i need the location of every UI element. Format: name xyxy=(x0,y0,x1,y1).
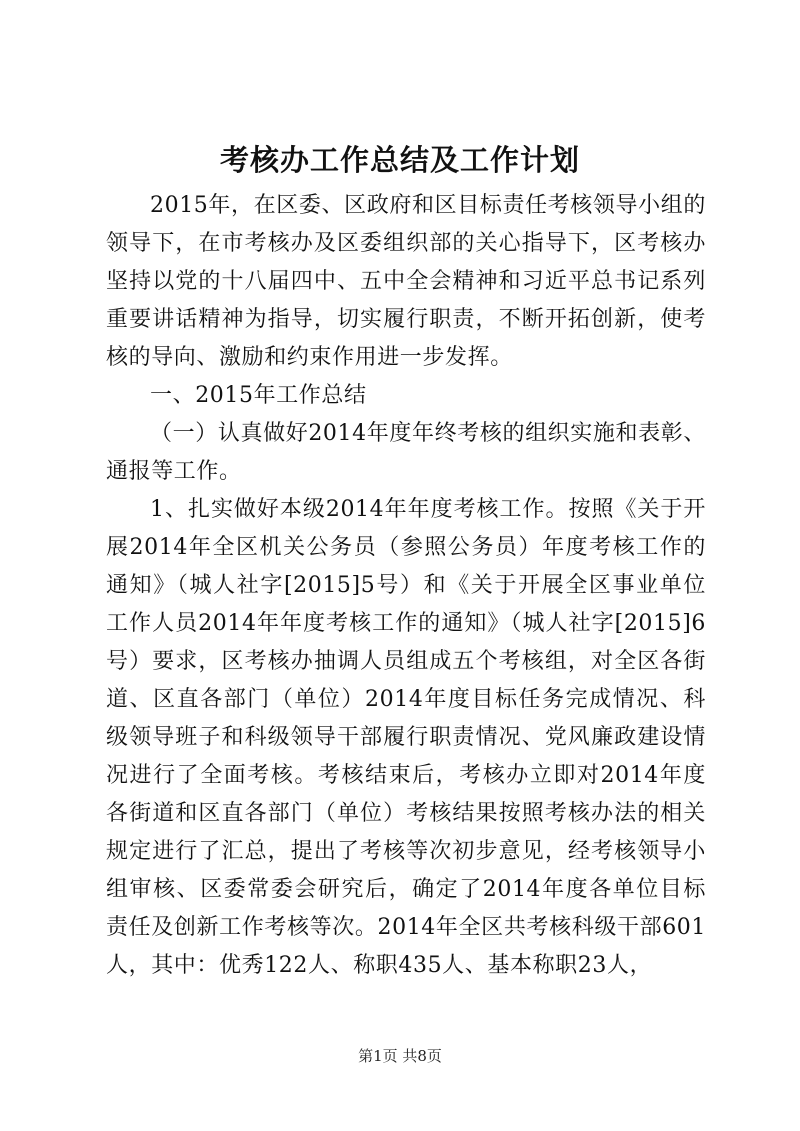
document-title: 考核办工作总结及工作计划 xyxy=(219,143,580,177)
document-body xyxy=(106,187,706,985)
section-heading: 一、2015年工作总结 xyxy=(150,383,367,408)
page-footer: 第1页 共8页 xyxy=(358,1047,442,1065)
subsection-heading: （一）认真做好2014年度年终考核的组织实施和表彰、通报等工作。 xyxy=(106,421,706,484)
intro-paragraph: 2015年，在区委、区政府和区目标责任考核领导小组的领导下，在市考核办及区委组织部的关心指导下，区考核办坚持以党的十八届四中、五中全会精神和习近平总书记系列重要讲话精神为指导，切实履行职责，不断开拓创新，使考核的导向、激励和约束作用进一步发挥。 xyxy=(106,193,706,370)
body-paragraph: 1、扎实做好本级2014年年度考核工作。按照《关于开展2014年全区机关公务员（参照公务员）年度考核工作的通知》（城人社字[2015]5号）和《关于开展全区事业单位工作人员2014年年度考核工作的通知》（城人社字[2015]6号）要求，区考核办抽调人员组成五个考核组，对全区各街道、区直各部门（单位）2014年度目标任务完成情况、科级领导班子和科级领导干部履行职责情况、党风廉政建设情况进行了全面考核。考核结束后，考核办立即对2014年度各街道和区直各部门（单位）考核结果按照考核办法的相关规定进行了汇总，提出了考核等次初步意见，经考核领导小组审核、区委常委会研究后，确定了2014年度各单位目标责任及创新工作考核等次。2014年全区共考核科级干部601人，其中：优秀122人、称职435人、基本称职23人， xyxy=(106,497,706,978)
